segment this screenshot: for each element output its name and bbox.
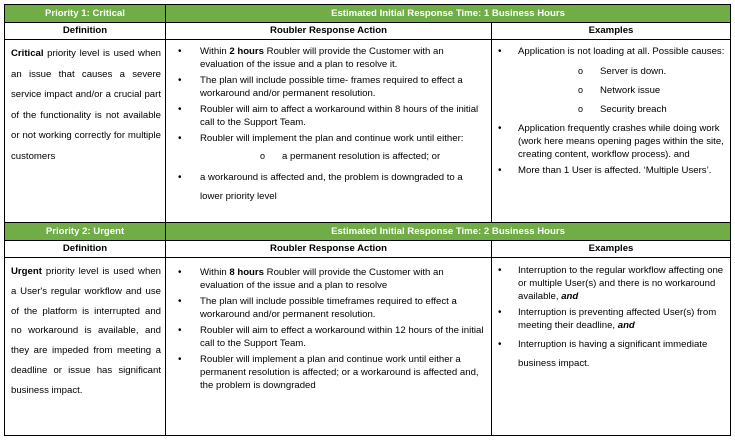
list-item: • Interruption is preventing affected User(s) from meeting their deadline, and: [492, 306, 726, 332]
list-item: • Application frequently crashes while doing work (work here means opening pages within the site, creating content, workflow process). and: [492, 122, 726, 161]
priority-2-header-row: [5, 223, 731, 241]
list-item: o Security breach: [518, 100, 726, 119]
col-action: Roubler Response Action: [166, 23, 492, 40]
priority-1-examples: [492, 40, 731, 223]
priority-1-column-headers: [5, 23, 731, 40]
definition-text: priority level is used when a User's regular workflow and use of the platform is interrupted and no workaround is available, and they are impeded from meeting a deadline or issue has significant business impact.: [11, 266, 161, 396]
col-definition: Definition: [5, 23, 166, 40]
definition-text: priority level is used when an issue that causes a severe service impact and/or a crucial part of the functionality is not available or not working correctly for multiple customers: [11, 48, 161, 162]
list-item: • Roubler will aim to effect a workaround within 12 hours of the initial call to the Support Team.: [166, 324, 487, 350]
list-item: • More than 1 User is affected. ‘Multiple Users’.: [492, 164, 726, 177]
list-item: o a permanent resolution is affected; or: [200, 147, 487, 166]
list-item: • The plan will include possible time- frames required to effect a workaround and/or permanent resolution.: [166, 74, 487, 100]
priority-1-definition: [5, 40, 166, 223]
priority-2-column-headers: [5, 241, 731, 258]
list-item: o Server is down.: [518, 62, 726, 81]
priority-1-actions: [166, 40, 492, 223]
priority-2-actions: [166, 258, 492, 436]
definition-lead: Critical: [11, 48, 44, 59]
priority-1-header-row: [5, 5, 731, 23]
list-item: o Network issue: [518, 81, 726, 100]
list-item: • Interruption is having a significant immediate business impact.: [492, 335, 726, 373]
list-item: • Within 2 hours Roubler will provide the Customer with an evaluation of the issue and a plan to resolve it.: [166, 45, 487, 71]
list-item: • The plan will include possible timeframes required to effect a workaround and/or permanent resolution.: [166, 295, 487, 321]
list-item: • Interruption to the regular workflow affecting one or multiple User(s) and there is no workaround available, and: [492, 264, 726, 303]
priority-2-content-row: [5, 258, 731, 436]
priority-1-response-time: Estimated Initial Response Time: 1 Business Hours: [166, 5, 731, 23]
col-examples: Examples: [492, 23, 731, 40]
priority-2-title: Priority 2: Urgent: [5, 223, 166, 241]
col-definition: Definition: [5, 241, 166, 258]
priority-2-response-time: Estimated Initial Response Time: 2 Business Hours: [166, 223, 731, 241]
priority-1-content-row: [5, 40, 731, 223]
definition-lead: Urgent: [11, 266, 42, 277]
list-item: • Roubler will aim to affect a workaround within 8 hours of the initial call to the Support Team.: [166, 103, 487, 129]
col-action: Roubler Response Action: [166, 241, 492, 258]
list-item: • Roubler will implement the plan and continue work until either: o a permanent resolution is affected; or: [166, 132, 487, 166]
col-examples: Examples: [492, 241, 731, 258]
list-item: • Within 8 hours Roubler will provide the Customer with an evaluation of the issue and a plan to resolve: [166, 266, 487, 292]
priority-table: [4, 4, 731, 436]
list-item: • Application is not loading at all. Possible causes: o Server is down. o Network issue o Security breach: [492, 45, 726, 119]
priority-2-definition: [5, 258, 166, 436]
list-item: • a workaround is affected and, the problem is downgraded to a lower priority level: [166, 168, 487, 206]
priority-2-examples: [492, 258, 731, 436]
priority-1-title: Priority 1: Critical: [5, 5, 166, 23]
list-item: • Roubler will implement a plan and continue work until either a permanent resolution is affected; or a workaround is affected and, the problem is downgraded: [166, 353, 487, 392]
